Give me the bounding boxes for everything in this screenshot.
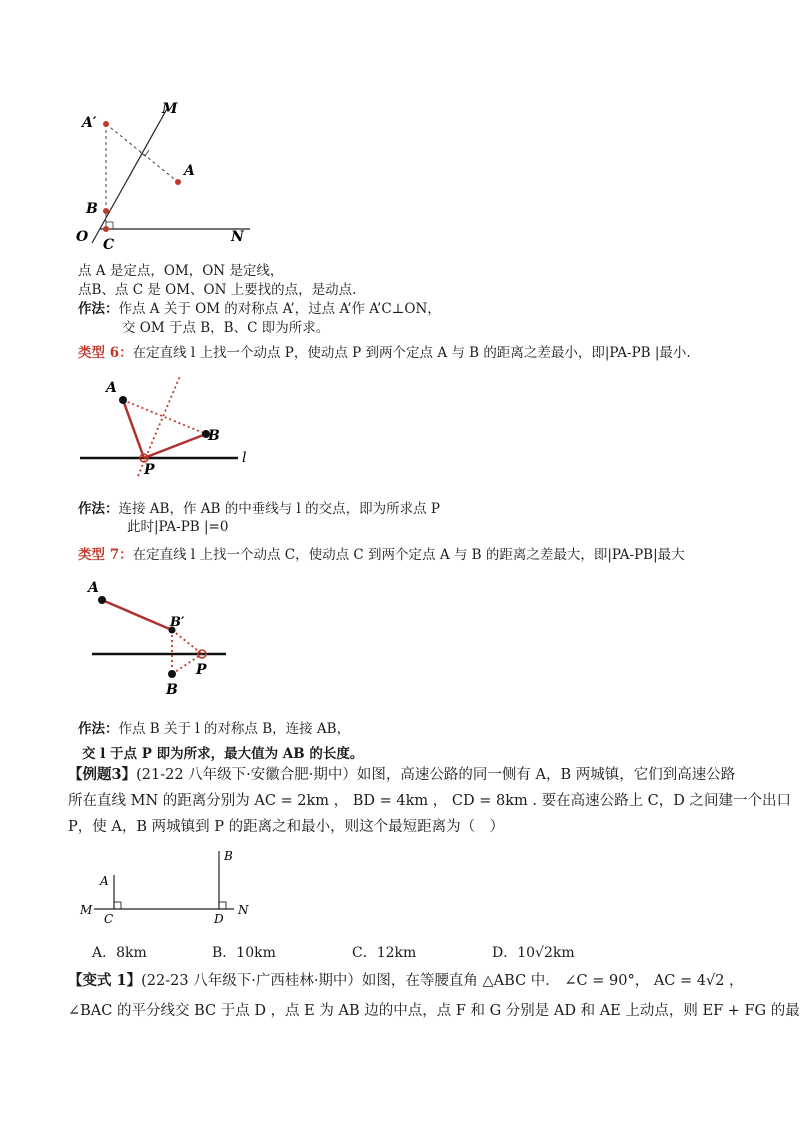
type7-method-label: 作法：: [78, 721, 119, 737]
method5-line3: [78, 300, 441, 318]
example3-label-b: B: [224, 849, 233, 863]
variant1-line2: ∠BAC 的平分线交 BC 于点 D ，点 E 为 AB 边的中点，点 F 和 G 分别是 AD 和 AE 上动点，则 EF + FG 的最: [68, 1003, 800, 1019]
type6-label-l: l: [242, 450, 247, 466]
example3-label-c: C: [104, 912, 114, 926]
label-b: B: [86, 201, 98, 217]
example3-label-a: A: [100, 874, 109, 888]
type6-label-b: B: [208, 428, 220, 444]
type7-text: 在定直线 l 上找一个动点 C，使动点 C 到两个定点 A 与 B 的距离之差最大，即|PA-PB|最大: [132, 547, 685, 563]
variant1-tag: 【变式 1】: [68, 972, 142, 989]
method5-label: 作法：: [78, 301, 119, 317]
label-c: C: [103, 237, 115, 253]
type6-method-label: 作法：: [78, 501, 119, 517]
type6-label-p: P: [144, 462, 155, 478]
label-m: M: [162, 101, 178, 117]
method5-line2: 点B、点 C 是 OM、ON 上要找的点，是动点.: [78, 282, 357, 298]
example3-option-d[interactable]: D．10√2km: [492, 945, 575, 961]
variant1-text1: (22-23 八年级下·广西桂林·期中）如图，在等腰直角 △ABC 中． ∠C = 90°， AC = 4√2 ，: [141, 973, 744, 989]
example3-line3: P，使 A，B 两城镇到 P 的距离之和最小，则这个最短距离为（ ）: [68, 819, 505, 835]
type6-statement: [78, 344, 691, 362]
type6-label-a: A: [106, 380, 117, 396]
type7-method-line1: [78, 720, 350, 738]
type6-text: 在定直线 l 上找一个动点 P，使动点 P 到两个定点 A 与 B 的距离之差最小，即|PA-PB |最小.: [132, 345, 691, 361]
figure-example3: [78, 845, 268, 927]
label-a-prime: A′: [82, 115, 97, 131]
example3-line1: [68, 766, 735, 784]
example3-option-a[interactable]: A．8km: [92, 945, 147, 961]
type6-method-text1: 连接 AB，作 AB 的中垂线与 l 的交点，即为所求点 P: [118, 501, 440, 517]
variant1-line1: [68, 972, 744, 990]
label-n: N: [231, 229, 244, 245]
figure-reflection-om: [70, 95, 260, 255]
example3-option-b[interactable]: B．10km: [212, 945, 276, 961]
type6-method-line1: [78, 500, 440, 518]
type7-statement: [78, 546, 685, 564]
figure-type6: [78, 372, 268, 482]
example3-label-m: M: [80, 903, 93, 917]
method5-line1: 点 A 是定点，OM，ON 是定线，: [78, 263, 284, 279]
type7-label-a: A: [88, 580, 99, 596]
type7-label-b: B: [166, 682, 178, 698]
type7-label-p: P: [196, 662, 207, 678]
example3-label-d: D: [214, 912, 224, 926]
example3-line2: 所在直线 MN 的距离分别为 AC = 2km ， BD = 4km ， CD = 8km . 要在高速公路上 C，D 之间建一个出口: [68, 793, 792, 809]
example3-tag: 【例题3】: [68, 766, 137, 783]
method5-text3: 作点 A 关于 OM 的对称点 A’，过点 A’作 A’C⊥ON，: [118, 301, 441, 317]
type7-tag: 类型 7：: [78, 547, 133, 563]
example3-text1: (21-22 八年级下·安徽合肥·期中）如图，高速公路的同一侧有 A，B 两城镇，它们到高速公路: [136, 767, 736, 783]
example3-label-n: N: [238, 903, 249, 917]
type6-method-line2: 此时|PA-PB |=0: [127, 519, 229, 535]
type6-tag: 类型 6：: [78, 345, 133, 361]
example3-option-c[interactable]: C．12km: [352, 945, 417, 961]
method5-line4: 交 OM 于点 B，B、C 即为所求。: [122, 320, 330, 336]
type7-method-line2: [82, 745, 363, 763]
figure-type7: [86, 578, 246, 698]
type7-method-text2: 交 l 于点 P 即为所求，最大值为 AB 的长度。: [82, 746, 364, 762]
label-o: O: [76, 229, 89, 245]
label-a: A: [184, 163, 195, 179]
type7-label-b-prime: B′: [170, 615, 185, 630]
type7-method-text1: 作点 B 关于 l 的对称点 B，连接 AB，: [118, 721, 351, 737]
